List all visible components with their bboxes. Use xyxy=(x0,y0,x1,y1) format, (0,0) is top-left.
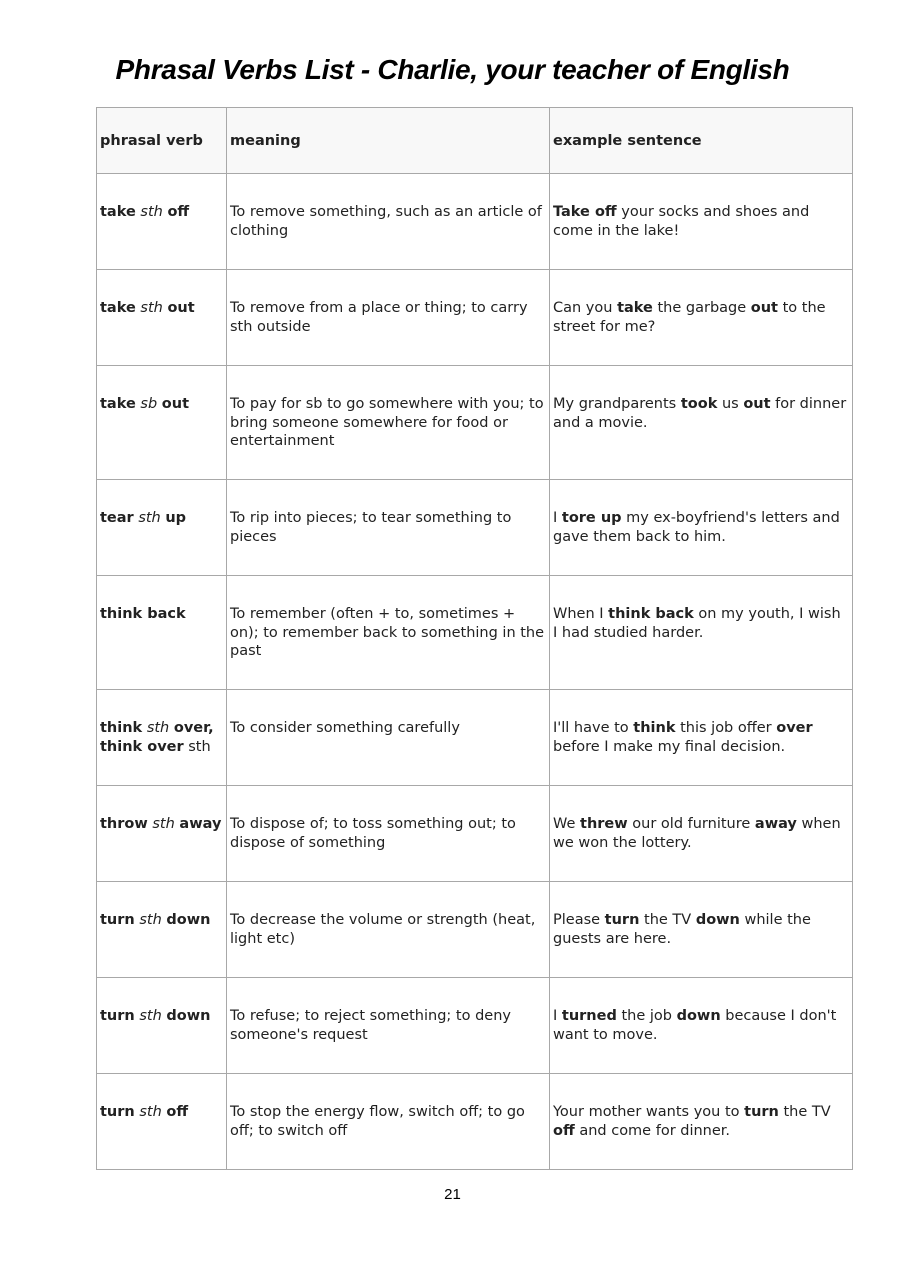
bold-text: turn xyxy=(100,1008,135,1024)
example-cell: Can you take the garbage out to the street for me? xyxy=(550,270,853,366)
bold-text: tear xyxy=(100,510,134,526)
bold-text: down xyxy=(695,912,740,928)
bold-text: took xyxy=(680,396,718,412)
bold-text: think xyxy=(100,720,143,736)
bold-text: threw xyxy=(580,816,628,832)
bold-text: off xyxy=(553,1122,575,1139)
italic-text: sth xyxy=(139,912,162,928)
page-title: Phrasal Verbs List - Charlie, your teacher of English xyxy=(115,54,790,85)
bold-text: away xyxy=(754,816,797,832)
example-cell: Please turn the TV down while the guests are here. xyxy=(550,882,853,978)
italic-text: sth xyxy=(138,510,161,526)
bold-text: Take off xyxy=(553,204,617,220)
bold-text: up xyxy=(165,510,187,526)
bold-text: throw xyxy=(100,816,148,832)
header-phrasal-verb: phrasal verb xyxy=(97,108,227,174)
table-row xyxy=(97,480,853,576)
header-meaning: meaning xyxy=(227,108,550,174)
italic-text: sth xyxy=(139,1008,162,1024)
italic-text: sth xyxy=(140,300,163,316)
italic-text: sth xyxy=(140,204,163,220)
meaning-cell: To decrease the volume or strength (heat, light etc) xyxy=(227,882,550,978)
bold-text: away xyxy=(179,816,222,832)
phrasal-verb-cell xyxy=(97,786,227,882)
meaning-cell: To pay for sb to go somewhere with you; to bring someone somewhere for food or entertainment xyxy=(227,366,550,480)
phrasal-verb-cell xyxy=(97,576,227,690)
bold-text: turned xyxy=(561,1008,617,1024)
table-row xyxy=(97,690,853,786)
table-row xyxy=(97,270,853,366)
bold-text: down xyxy=(166,1008,211,1024)
bold-text: turn xyxy=(100,912,135,928)
meaning-cell: To remove from a place or thing; to carry sth outside xyxy=(227,270,550,366)
italic-text: sth xyxy=(146,720,170,736)
italic-text: sb xyxy=(140,396,158,412)
phrasal-verb-cell xyxy=(97,174,227,270)
meaning-cell: To remember (often + to, sometimes + on); to remember back to something in the past xyxy=(227,576,550,690)
example-cell: We threw our old furniture away when we won the lottery. xyxy=(550,786,853,882)
bold-text: take xyxy=(100,300,136,316)
header-example-sentence: example sentence xyxy=(550,108,853,174)
bold-text: turn xyxy=(604,912,640,928)
example-cell: I tore up my ex-boyfriend's letters and gave them back to him. xyxy=(550,480,853,576)
table-row xyxy=(97,882,853,978)
bold-text: out xyxy=(167,300,195,316)
example-cell: My grandparents took us out for dinner and a movie. xyxy=(550,366,853,480)
bold-text: take xyxy=(617,300,653,316)
phrasal-verb-cell xyxy=(97,270,227,366)
bold-text: off xyxy=(166,1104,189,1120)
table-row xyxy=(97,1074,853,1170)
bold-text: take xyxy=(100,204,136,220)
bold-text: turn xyxy=(100,1104,135,1120)
bold-text: think back xyxy=(608,606,694,622)
bold-text: take xyxy=(100,396,136,412)
meaning-cell: To stop the energy flow, switch off; to go off; to switch off xyxy=(227,1074,550,1170)
italic-text: sth xyxy=(139,1104,162,1120)
table-row xyxy=(97,978,853,1074)
example-cell: Take off your socks and shoes and come in the lake! xyxy=(550,174,853,270)
page-number: 21 xyxy=(444,1186,461,1203)
phrasal-verb-cell xyxy=(97,978,227,1074)
bold-text: think back xyxy=(100,606,186,622)
table-row xyxy=(97,576,853,690)
bold-text: down xyxy=(676,1008,721,1024)
bold-text: out xyxy=(750,300,778,316)
bold-text: think xyxy=(633,720,676,736)
bold-text: off xyxy=(167,204,190,220)
example-cell: When I think back on my youth, I wish I had studied harder. xyxy=(550,576,853,690)
example-cell: Your mother wants you to turn the TV off and come for dinner. xyxy=(550,1074,853,1170)
bold-text: down xyxy=(166,912,211,928)
example-cell: I turned the job down because I don't want to move. xyxy=(550,978,853,1074)
phrasal-verb-cell: think sth over, think over sth xyxy=(97,690,227,786)
example-cell: I'll have to think this job offer over before I make my final decision. xyxy=(550,690,853,786)
table-header-row xyxy=(97,108,853,174)
phrasal-verb-cell xyxy=(97,366,227,480)
meaning-cell: To refuse; to reject something; to deny someone's request xyxy=(227,978,550,1074)
bold-text: tore up xyxy=(561,510,622,526)
bold-text: out xyxy=(161,396,190,412)
phrasal-verb-cell xyxy=(97,480,227,576)
meaning-cell: To remove something, such as an article of clothing xyxy=(227,174,550,270)
meaning-cell: To rip into pieces; to tear something to pieces xyxy=(227,480,550,576)
phrasal-verbs-table xyxy=(96,107,853,1170)
meaning-cell: To dispose of; to toss something out; to dispose of something xyxy=(227,786,550,882)
table-row xyxy=(97,366,853,480)
italic-text: sth xyxy=(152,816,175,832)
bold-text: over xyxy=(776,720,813,736)
bold-text: over, think over xyxy=(100,720,214,755)
meaning-cell: To consider something carefully xyxy=(227,690,550,786)
table-row xyxy=(97,786,853,882)
phrasal-verb-cell xyxy=(97,1074,227,1170)
bold-text: turn xyxy=(744,1104,779,1120)
bold-text: out xyxy=(743,396,771,412)
table-row xyxy=(97,174,853,270)
phrasal-verb-cell xyxy=(97,882,227,978)
